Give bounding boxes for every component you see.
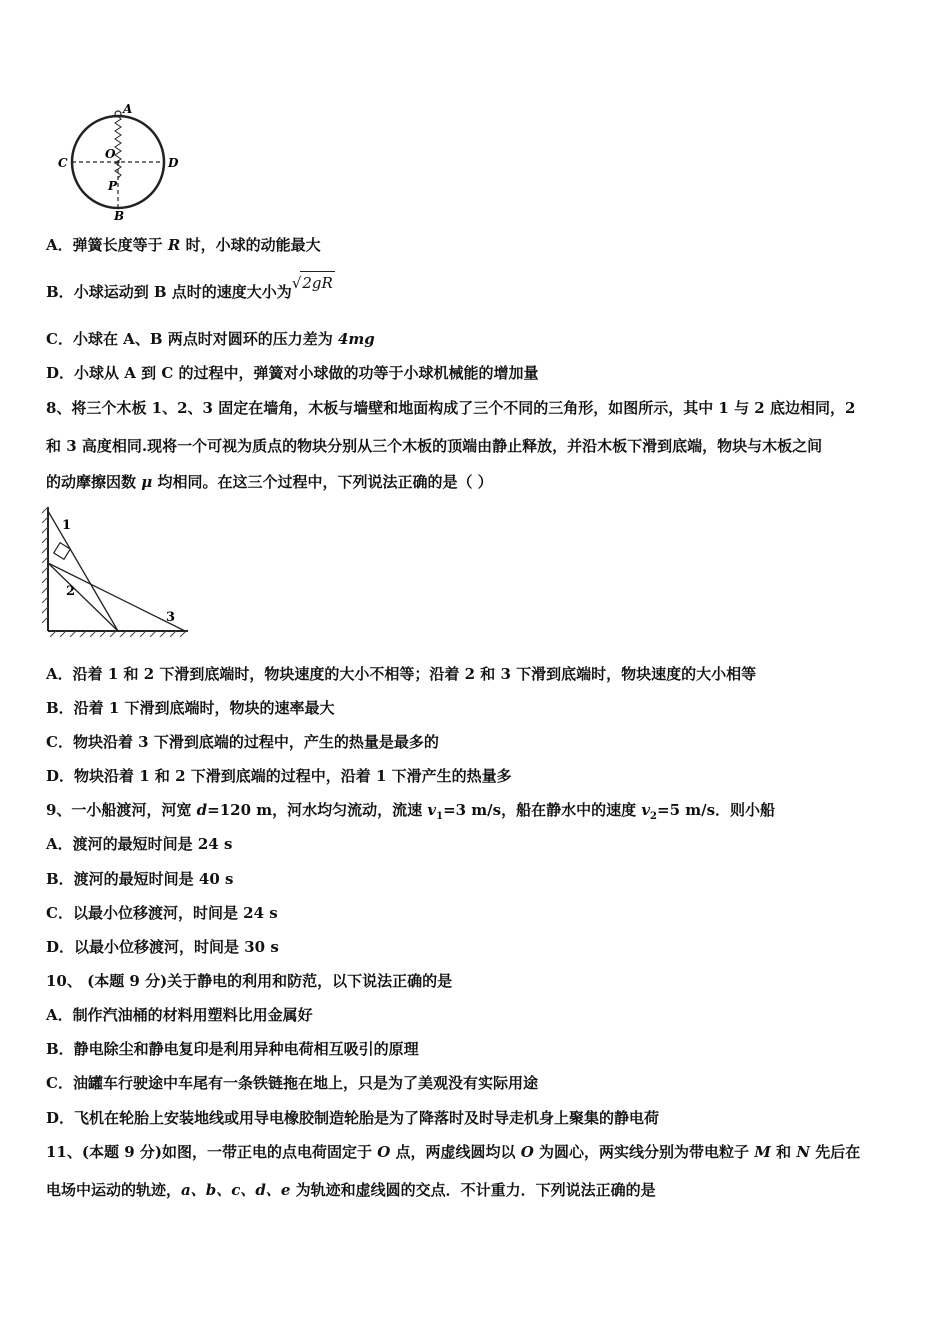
q8-stem-line2: 和 3 高度相同.现将一个可视为质点的物块分别从三个木板的顶端由静止释放，并沿木板下滑到底端，物块与木板之间 (46, 437, 823, 455)
q7-option-b: B．小球运动到 B 点时的速度大小为√2gR (46, 280, 335, 303)
q11-stem-line1: 11、(本题 9 分)如图，一带正电的点电荷固定于 O 点，两虚线圆均以 O 为圆心，两实线分别为带电粒子 M 和 N 先后在 (46, 1143, 861, 1161)
label-B: B (114, 209, 125, 223)
q8-stem-line3: 的动摩擦因数 μ 均相同。在这三个过程中，下列说法正确的是（ ） (46, 473, 493, 491)
q8-stem-line1: 8、将三个木板 1、2、3 固定在墙角，木板与墙壁和地面构成了三个不同的三角形，如图所示，其中 1 与 2 底边相同，2 (46, 399, 856, 417)
q10-stem: 10、 (本题 9 分)关于静电的利用和防范，以下说法正确的是 (46, 972, 453, 990)
board-1 (48, 511, 118, 631)
label-A: A (123, 102, 133, 116)
q10-option-d: D．飞机在轮胎上安装地线或用导电橡胶制造轮胎是为了降落时及时导走机身上聚集的静电荷 (46, 1109, 660, 1127)
q8-option-a: A．沿着 1 和 2 下滑到底端时，物块速度的大小不相等；沿着 2 和 3 下滑到底端时，物块速度的大小相等 (46, 665, 757, 683)
q10-option-a: A．制作汽油桶的材料用塑料比用金属好 (46, 1006, 313, 1024)
q9-option-a: A．渡河的最短时间是 24 s (46, 835, 233, 853)
label-P: P (108, 179, 118, 193)
q9-stem: 9、一小船渡河，河宽 d=120 m，河水均匀流动，流速 $v_1=3$ m/s，船在静水中的速度 $v_2=5$ m/s．则小船 (46, 801, 776, 822)
pivot-point (116, 160, 119, 163)
q9-option-b: B．渡河的最短时间是 40 s (46, 870, 234, 888)
q7-option-d: D．小球从 A 到 C 的过程中，弹簧对小球做的功等于小球机械能的增加量 (46, 364, 539, 382)
label-C: C (58, 156, 68, 170)
boards-figure (40, 505, 195, 637)
q10-option-c: C．油罐车行驶途中车尾有一条铁链拖在地上，只是为了美观没有实际用途 (46, 1074, 538, 1092)
q8-option-c: C．物块沿着 3 下滑到底端的过程中，产生的热量是最多的 (46, 733, 439, 751)
circle-spring-figure (55, 100, 190, 225)
q7-option-a: A．弹簧长度等于 R 时，小球的动能最大 (46, 236, 321, 254)
label-D: D (168, 156, 179, 170)
q11-stem-line2: 电场中运动的轨迹，a、b、c、d、e 为轨迹和虚线圆的交点．不计重力．下列说法正确的是 (46, 1181, 656, 1199)
label-1: 1 (62, 518, 72, 533)
sqrt-formula: √2gR (292, 274, 335, 292)
q9-option-c: C．以最小位移渡河，时间是 24 s (46, 904, 278, 922)
board-2 (48, 563, 118, 631)
q10-option-b: B．静电除尘和静电复印是利用异种电荷相互吸引的原理 (46, 1040, 419, 1058)
q8-option-b: B．沿着 1 下滑到底端时，物块的速率最大 (46, 699, 335, 717)
q9-option-d: D．以最小位移渡河，时间是 30 s (46, 938, 279, 956)
q8-option-d: D．物块沿着 1 和 2 下滑到底端的过程中，沿着 1 下滑产生的热量多 (46, 767, 512, 785)
label-2: 2 (66, 584, 76, 599)
label-O: O (105, 147, 116, 161)
label-3: 3 (166, 610, 176, 625)
spring (115, 116, 121, 178)
q7-option-c: C．小球在 A、B 两点时对圆环的压力差为 4mg (46, 330, 375, 348)
